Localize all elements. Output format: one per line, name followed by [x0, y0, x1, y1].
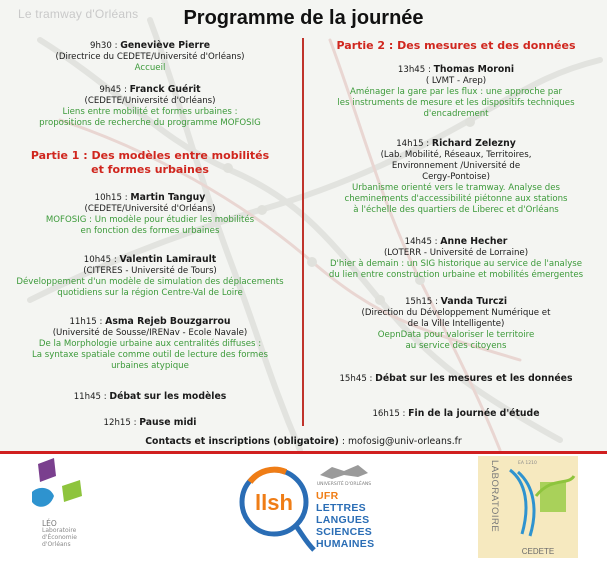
talk-title: d'encadrement	[423, 109, 489, 119]
item-label: Pause midi	[139, 417, 197, 428]
leo-mark-icon	[28, 456, 108, 521]
footer-separator	[0, 451, 607, 454]
contacts-line: Contacts et inscriptions (obligatoire) : mofosig@univ-orleans.fr	[145, 436, 462, 447]
part-heading: Partie 2 : Des mesures et des données	[336, 39, 576, 52]
university-crest-icon	[314, 461, 374, 487]
speaker-name: Martin Tanguy	[130, 192, 206, 203]
program-item-debat: 11h45 : Débat sur les modèles	[73, 391, 227, 402]
item-time: 13h45	[397, 65, 426, 75]
program-item: 13h45 : Thomas Moroni ( LVMT - Arep) Aménager la gare par les flux : une approche par les instruments de mesure et les dispositifs techniques d'encadrement	[308, 64, 604, 120]
talk-title: du lien entre construction urbaine et mobilités émergentes	[328, 270, 584, 280]
speaker-affiliation: Cergy-Pontoise)	[422, 172, 490, 182]
talk-title: propositions de recherche du programme MOFOSIG	[39, 118, 261, 128]
speaker-affiliation: (CITERES - Université de Tours)	[83, 266, 217, 276]
item-time: 12h15	[103, 418, 131, 428]
leo-subtitle: d'Orléans	[42, 541, 71, 548]
llsh-logo	[236, 462, 316, 557]
item-time: 15h15	[404, 297, 433, 307]
talk-title: Développement d'un modèle de simulation des déplacements	[16, 277, 284, 287]
speaker-affiliation: (Directrice du CEDETE/Université d'Orléans)	[55, 52, 245, 62]
leo-caption	[42, 520, 77, 548]
program-item: 9h45 : Franck Guérit (CEDETE/Université d'Orléans) Liens entre mobilité et formes urbaines : propositions de recherche du programme MOFOSIG	[2, 84, 298, 129]
speaker-name: Richard Zelezny	[431, 138, 516, 149]
talk-title: MOFOSIG : Un modèle pour étudier les mobilités	[45, 215, 255, 225]
cedete-name: CEDETE	[521, 547, 555, 556]
cedete-ea: EA 1210	[518, 461, 537, 466]
speaker-affiliation: (CEDETE/Université d'Orléans)	[84, 96, 216, 106]
item-time: 11h15	[69, 317, 97, 327]
item-time: 15h45	[339, 374, 367, 384]
speaker-name: Franck Guérit	[129, 84, 201, 95]
leo-title: LÉO	[42, 519, 57, 528]
speaker-affiliation: (CEDETE/Université d'Orléans)	[84, 204, 216, 214]
talk-title: Liens entre mobilité et formes urbaines :	[62, 107, 238, 117]
cedete-mark-icon	[478, 456, 578, 558]
program-item-debat: 15h45 : Débat sur les mesures et les données	[339, 373, 573, 384]
item-label: Débat sur les mesures et les données	[375, 373, 573, 384]
item-time: 10h15	[94, 193, 122, 203]
speaker-name: Asma Rejeb Bouzgarrou	[105, 316, 231, 327]
universite-orleans-logo	[314, 461, 374, 487]
speaker-name: Anne Hecher	[440, 236, 508, 247]
item-label: Débat sur les modèles	[109, 391, 227, 402]
item-label: Fin de la journée d'étude	[408, 408, 540, 419]
talk-title: Accueil	[134, 63, 166, 73]
page-title: Programme de la journée	[183, 7, 424, 29]
ufr-name: UFR LETTRES LANGUES SCIENCES HUMAINES	[316, 490, 375, 550]
talk-title: Aménager la gare par les flux : une approche par	[349, 87, 563, 97]
speaker-name: Valentin Lamirault	[119, 254, 217, 265]
program-item-pause: 12h15 : Pause midi	[103, 417, 197, 428]
speaker-affiliation: (LOTERR - Université de Lorraine)	[383, 248, 529, 258]
speaker-affiliation: ( LVMT - Arep)	[425, 76, 487, 86]
speaker-affiliation: (Direction du Développement Numérique et	[361, 308, 551, 318]
llsh-circle-icon	[236, 462, 316, 557]
speaker-affiliation: (Lab. Mobilité, Réseaux, Territoires,	[380, 150, 532, 160]
talk-title: D'hier à demain : un SIG historique au service de l'analyse	[329, 259, 583, 269]
speaker-affiliation: de la Ville Intelligente)	[407, 319, 505, 329]
program-item: 10h15 : Martin Tanguy (CEDETE/Université d'Orléans) MOFOSIG : Un modèle pour étudier les mobilités en fonction des formes urbaines	[2, 192, 298, 237]
llsh-text: llsh	[255, 490, 293, 515]
talk-title: De la Morphologie urbaine aux centralités diffuses :	[38, 339, 262, 349]
program-item: 14h15 : Richard Zelezny (Lab. Mobilité, Réseaux, Territoires, Environnement /Université de Cergy-Pontoise) Urbanisme orienté vers le tramway. Analyse des cheminements d'accessibilité piétonne aux stations à l'échelle des quartiers de Liberec et d'Orléans	[308, 138, 604, 216]
speaker-affiliation: Environnement /Université de	[391, 161, 521, 171]
item-time: 14h45	[404, 237, 432, 247]
program-item-fin: 16h15 : Fin de la journée d'étude	[372, 408, 540, 419]
speaker-name: Vanda Turczi	[440, 296, 508, 307]
item-time: 11h45	[73, 392, 102, 402]
contacts-label: Contacts et inscriptions (obligatoire)	[145, 436, 339, 447]
speaker-name: Thomas Moroni	[433, 64, 515, 75]
item-time: 10h45	[83, 255, 112, 265]
cedete-logo	[478, 456, 578, 558]
program-item: 14h45 : Anne Hecher (LOTERR - Université de Lorraine) D'hier à demain : un SIG historique au service de l'analyse du lien entre construction urbaine et mobilités émergentes	[308, 236, 604, 281]
talk-title: La syntaxe spatiale comme outil de lecture des formes	[31, 350, 269, 360]
talk-title: OepnData pour valoriser le territoire	[377, 330, 535, 340]
map-title: Le tramway d'Orléans	[18, 7, 139, 21]
contact-email[interactable]: mofosig@univ-orleans.fr	[347, 436, 462, 447]
talk-title: au service des citoyens	[405, 341, 507, 351]
program-item: 9h30 : Geneviève Pierre (Directrice du CEDETE/Université d'Orléans) Accueil	[2, 40, 298, 74]
talk-title: en fonction des formes urbaines	[80, 226, 220, 236]
talk-title: cheminements d'accessibilité piétonne aux stations	[344, 194, 568, 204]
talk-title: à l'échelle des quartiers de Liberec et d'Orléans	[353, 205, 559, 215]
talk-title: les instruments de mesure et les dispositifs techniques	[337, 98, 575, 108]
item-time: 16h15	[372, 409, 400, 419]
university-name: UNIVERSITÉ D'ORLÉANS	[316, 482, 372, 487]
item-time: 9h30	[89, 41, 112, 51]
talk-title: urbaines atypique	[111, 361, 189, 371]
cedete-vertical-text: LABORATOIRE	[489, 460, 500, 533]
program-item: 15h15 : Vanda Turczi (Direction du Développement Numérique et de la Ville Intelligente) OepnData pour valoriser le territoire au service des citoyens	[308, 296, 604, 352]
speaker-affiliation: (Université de Sousse/IRENav - Ecole Navale)	[52, 328, 248, 338]
column-divider	[302, 38, 304, 426]
program-item: 11h15 : Asma Rejeb Bouzgarrou (Université de Sousse/IRENav - Ecole Navale) De la Morphologie urbaine aux centralités diffuses : La syntaxe spatiale comme outil de lecture des formes urbaines atypique	[2, 316, 298, 372]
speaker-name: Geneviève Pierre	[120, 40, 210, 51]
talk-title: Urbanisme orienté vers le tramway. Analyse des	[351, 183, 560, 193]
item-time: 14h15	[396, 139, 424, 149]
program-item: 10h45 : Valentin Lamirault (CITERES - Université de Tours) Développement d'un modèle de simulation des déplacements quotidiens sur la région Centre-Val de Loire	[2, 254, 298, 299]
part-heading: Partie 1 : Des modèles entre mobilités et formes urbaines	[30, 149, 270, 176]
leo-subtitle: d'Économie	[42, 534, 77, 541]
leo-subtitle: Laboratoire	[42, 527, 77, 534]
talk-title: quotidiens sur la région Centre-Val de Loire	[57, 288, 243, 298]
item-time: 9h45	[99, 85, 122, 95]
